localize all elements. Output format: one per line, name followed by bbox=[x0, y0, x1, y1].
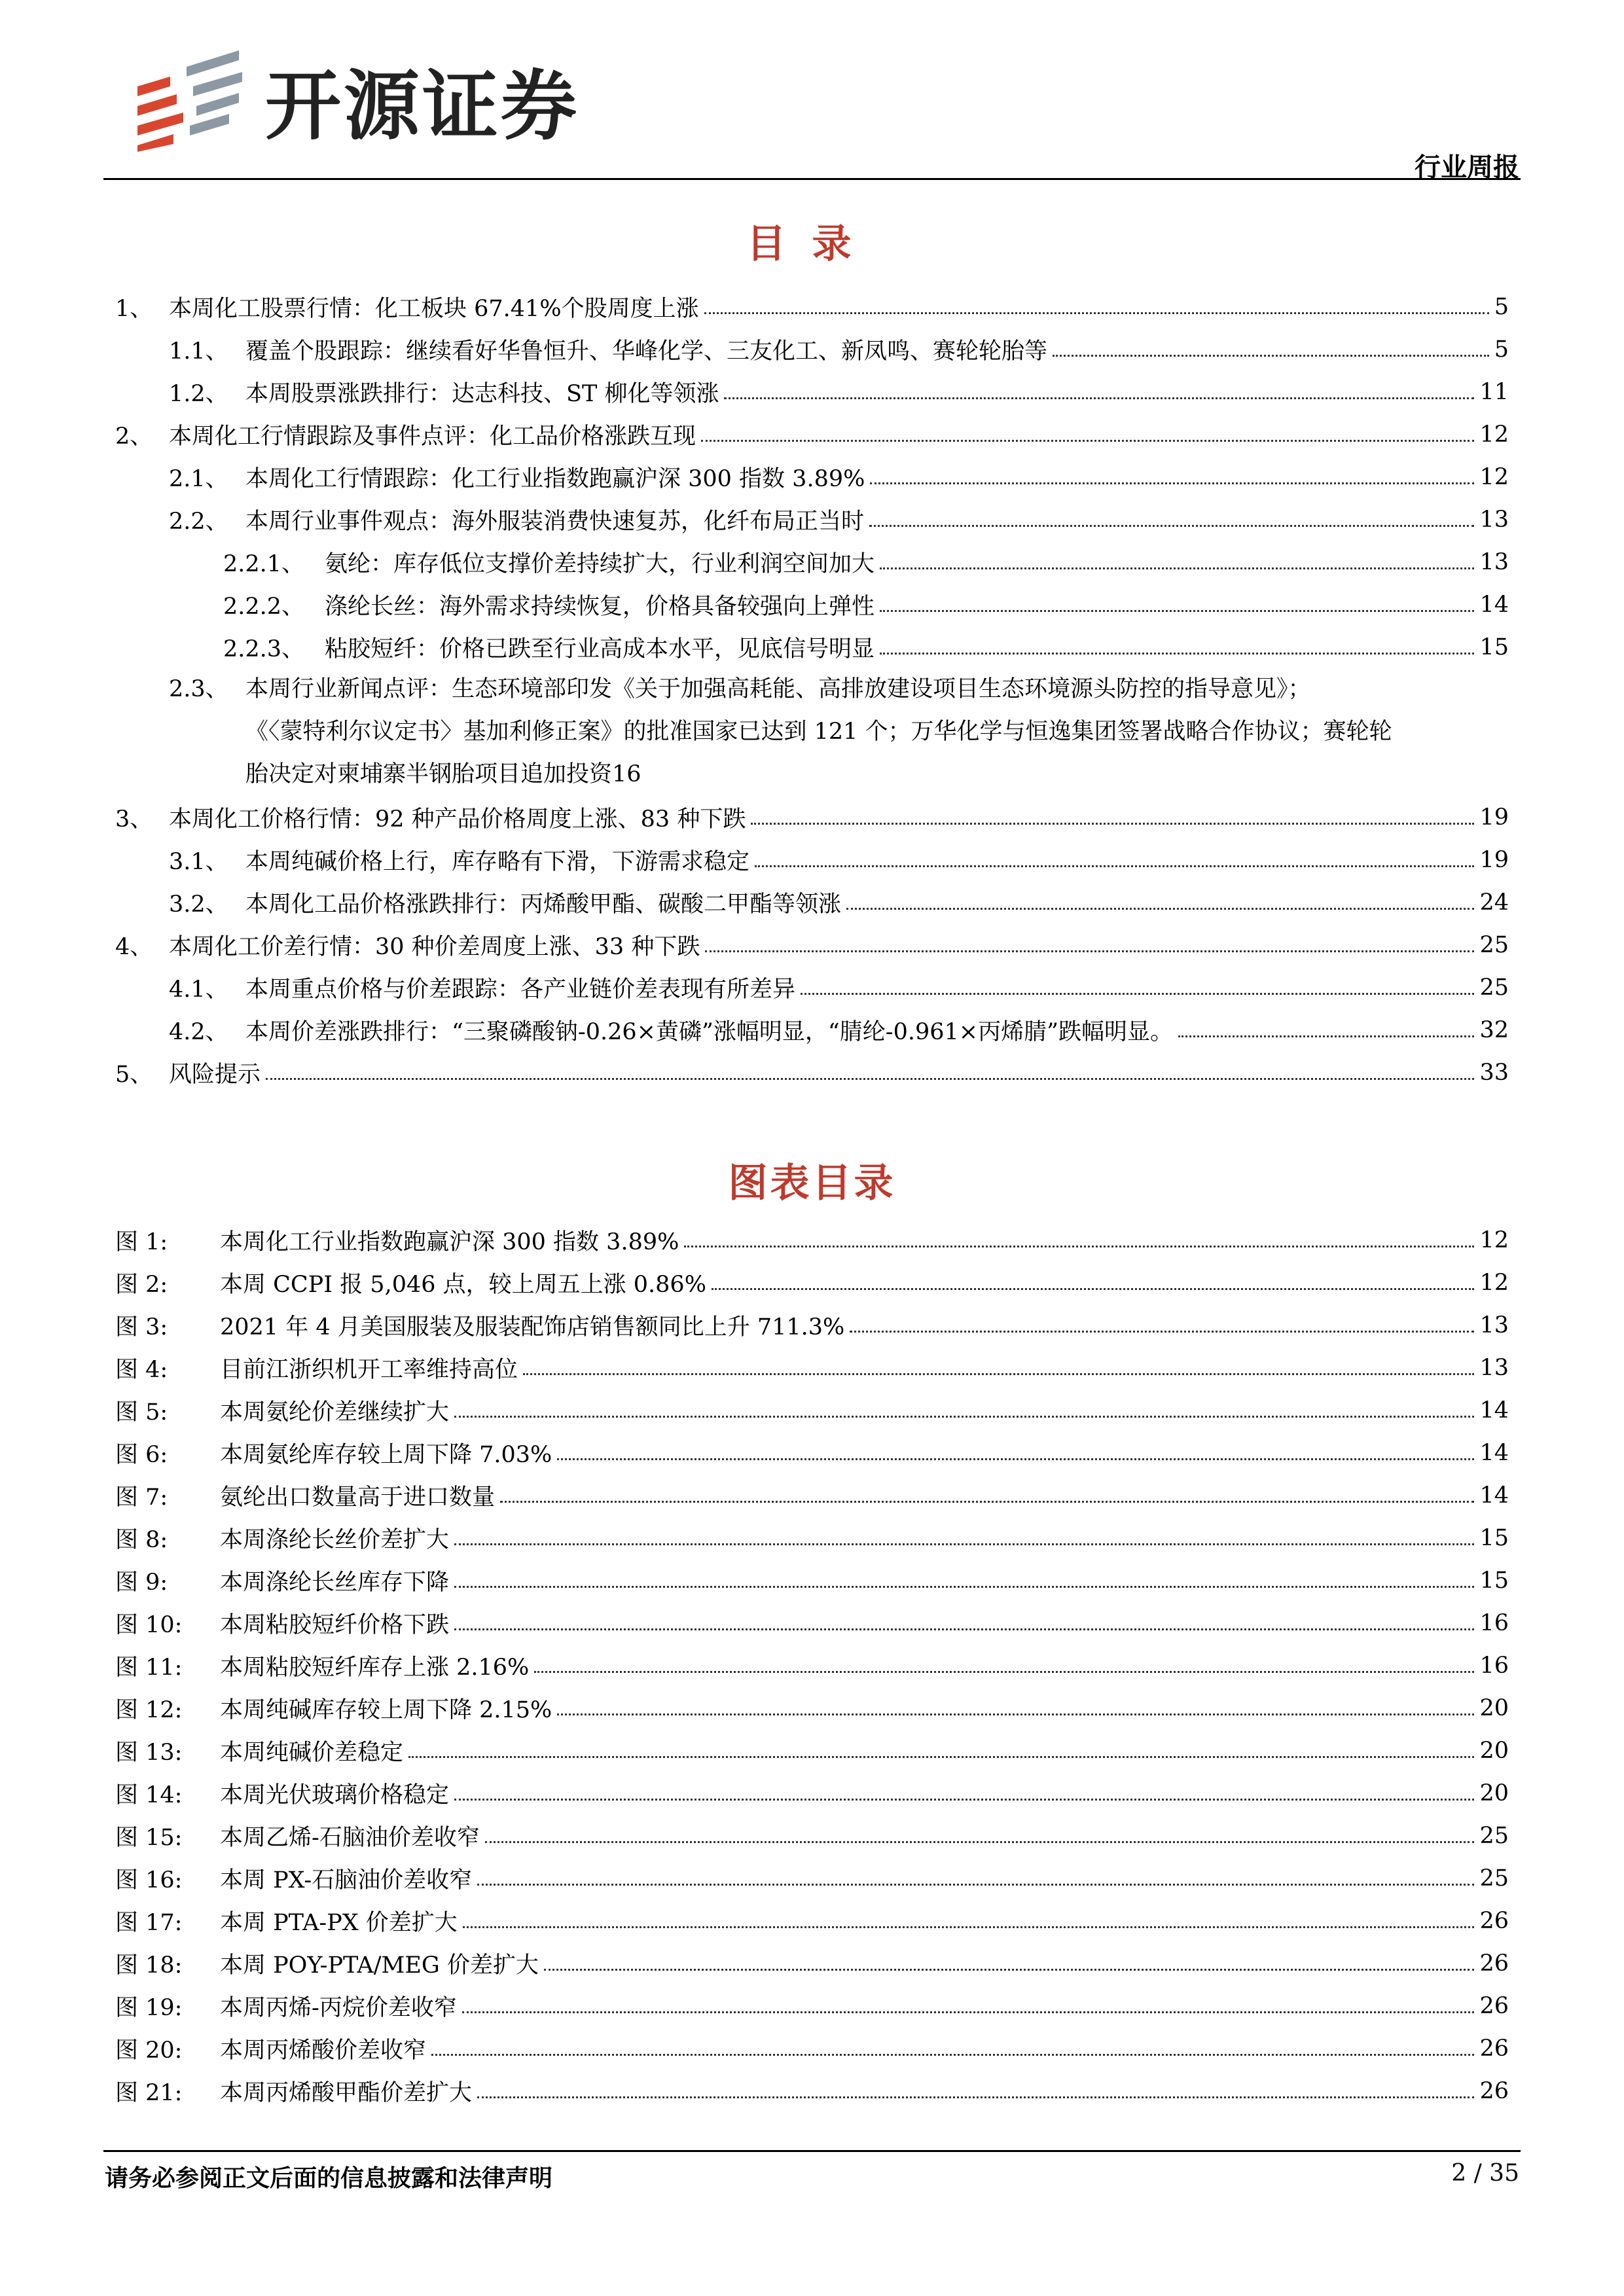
toc-entry-text: 本周价差涨跌排行：“三聚磷酸钠-0.26×黄磷”涨幅明显，“腈纶-0.961×丙烯腈”跌幅明显。 bbox=[245, 1018, 1174, 1045]
toc-entry[interactable] bbox=[115, 1009, 1509, 1051]
toc-entry-text: 本周化工价格行情：92 种产品价格周度上涨、83 种下跌 bbox=[169, 806, 746, 833]
figure-entry-page: 26 bbox=[1479, 2077, 1509, 2104]
figure-entry-number: 图 5: bbox=[115, 1399, 168, 1426]
figure-entry[interactable] bbox=[115, 1814, 1509, 1857]
toc-entry-text: 本周化工价差行情：30 种价差周度上涨、33 种下跌 bbox=[169, 933, 700, 960]
figure-entry-page: 26 bbox=[1479, 2035, 1509, 2062]
footer-disclaimer: 请务必参阅正文后面的信息披露和法律声明 bbox=[105, 2165, 553, 2192]
toc-entry-text: 本周化工行情跟踪及事件点评：化工品价格涨跌互现 bbox=[169, 423, 696, 450]
figure-entry-number: 图 1: bbox=[115, 1229, 168, 1255]
toc-entry-number: 1、 bbox=[115, 295, 153, 322]
toc-entry-text: 本周化工股票行情：化工板块 67.41%个股周度上涨 bbox=[169, 295, 699, 322]
leader-dots bbox=[485, 1841, 1475, 1843]
leader-dots bbox=[880, 653, 1474, 655]
figure-entry-page: 25 bbox=[1479, 1865, 1509, 1892]
leader-dots bbox=[462, 2011, 1475, 2013]
toc-entry-text: 本周股票涨跌排行：达志科技、ST 柳化等领涨 bbox=[245, 380, 719, 407]
toc-entry-number: 4.1、 bbox=[169, 976, 228, 1003]
figure-entry-text: 本周涤纶长丝库存下降 bbox=[220, 1569, 450, 1596]
figure-entry-text: 本周 PX-石脑油价差收窄 bbox=[220, 1867, 473, 1893]
leader-dots bbox=[463, 1926, 1475, 1928]
figure-entry-number: 图 10: bbox=[115, 1611, 183, 1638]
figure-entry-text: 本周纯碱库存较上周下降 2.15% bbox=[220, 1696, 552, 1723]
toc-entry[interactable] bbox=[115, 285, 1509, 328]
toc-entry[interactable] bbox=[115, 838, 1509, 881]
toc-entry[interactable] bbox=[115, 413, 1509, 456]
figure-list bbox=[115, 1219, 1509, 2112]
leader-dots bbox=[454, 1628, 1474, 1630]
toc-entry-page: 5 bbox=[1494, 336, 1509, 363]
figure-list-title: 图表目录 bbox=[728, 1160, 896, 1206]
leader-dots bbox=[1178, 1035, 1474, 1037]
leader-dots bbox=[751, 823, 1474, 825]
toc-entry[interactable] bbox=[115, 498, 1509, 541]
toc-entry-text: 涤纶长丝：海外需求持续恢复，价格具备较强向上弹性 bbox=[325, 593, 875, 620]
toc-entry-page: 33 bbox=[1479, 1059, 1509, 1086]
figure-entry-page: 13 bbox=[1479, 1312, 1509, 1338]
leader-dots bbox=[477, 2096, 1474, 2098]
toc-entry[interactable] bbox=[115, 456, 1509, 498]
toc-entry[interactable] bbox=[115, 328, 1509, 370]
figure-entry-page: 12 bbox=[1479, 1227, 1509, 1253]
figure-entry-number: 图 18: bbox=[115, 1952, 183, 1979]
leader-dots bbox=[454, 1543, 1474, 1545]
figure-entry-text: 本周粘胶短纤库存上涨 2.16% bbox=[220, 1654, 530, 1681]
toc-entry-text: 本周行业新闻点评：生态环境部印发《关于加强高耗能、高排放建设项目生态环境源头防控的指导意见》； bbox=[245, 676, 1311, 702]
leader-dots bbox=[266, 1078, 1474, 1080]
figure-entry-page: 20 bbox=[1479, 1695, 1509, 1721]
leader-dots bbox=[705, 950, 1474, 952]
report-type-label: 行业周报 bbox=[1415, 152, 1519, 183]
leader-dots bbox=[684, 1246, 1474, 1247]
figure-entry[interactable] bbox=[115, 1559, 1509, 1602]
leader-dots bbox=[534, 1671, 1474, 1673]
figure-entry-page: 15 bbox=[1479, 1567, 1509, 1594]
kaiyuan-logo-icon bbox=[131, 47, 245, 152]
toc-entry-page: 19 bbox=[1479, 804, 1509, 831]
figure-entry-page: 14 bbox=[1479, 1482, 1509, 1509]
figure-entry-text: 本周涤纶长丝价差扩大 bbox=[220, 1526, 450, 1553]
figure-entry[interactable] bbox=[115, 1644, 1509, 1687]
figure-entry-text: 本周纯碱价差稳定 bbox=[220, 1739, 404, 1766]
figure-entry-number: 图 8: bbox=[115, 1526, 168, 1553]
leader-dots bbox=[880, 610, 1474, 612]
page-number: 2 / 35 bbox=[1451, 2160, 1519, 2187]
toc-entry-number: 2.1、 bbox=[169, 465, 228, 492]
toc-entry-text: 粘胶短纤：价格已跌至行业高成本水平，见底信号明显 bbox=[325, 636, 875, 662]
company-logo bbox=[131, 47, 579, 152]
leader-dots bbox=[477, 1884, 1474, 1886]
leader-dots bbox=[712, 1288, 1475, 1290]
figure-entry-number: 图 3: bbox=[115, 1314, 168, 1340]
leader-dots bbox=[880, 567, 1474, 569]
figure-entry-number: 图 7: bbox=[115, 1484, 168, 1511]
leader-dots bbox=[704, 312, 1489, 314]
figure-entry[interactable] bbox=[115, 1304, 1509, 1346]
figure-entry-page: 20 bbox=[1479, 1737, 1509, 1764]
toc-entry-page: 12 bbox=[1479, 421, 1509, 448]
figure-entry-page: 25 bbox=[1479, 1822, 1509, 1849]
figure-entry-number: 图 20: bbox=[115, 2037, 183, 2064]
figure-entry-text: 本周光伏玻璃价格稳定 bbox=[220, 1782, 450, 1808]
toc-entry-text: 氨纶：库存低位支撑价差持续扩大，行业利润空间加大 bbox=[325, 550, 875, 577]
figure-entry-number: 图 12: bbox=[115, 1696, 183, 1723]
figure-entry[interactable] bbox=[115, 1602, 1509, 1644]
toc-entry[interactable] bbox=[115, 924, 1509, 966]
toc-entry[interactable] bbox=[115, 541, 1509, 583]
leader-dots bbox=[801, 993, 1474, 995]
toc-entry-page: 24 bbox=[1479, 889, 1509, 916]
leader-dots bbox=[846, 908, 1474, 910]
leader-dots bbox=[454, 1586, 1474, 1588]
figure-entry[interactable] bbox=[115, 1772, 1509, 1814]
figure-entry[interactable] bbox=[115, 1389, 1509, 1431]
toc-entry-text: 风险提示 bbox=[169, 1061, 261, 1088]
toc-entry-number: 3、 bbox=[115, 806, 153, 833]
figure-entry-text: 本周氨纶库存较上周下降 7.03% bbox=[220, 1441, 552, 1468]
figure-entry-text: 本周丙烯-丙烷价差收窄 bbox=[220, 1994, 457, 2021]
toc-entry-number: 2.3、 bbox=[169, 676, 228, 702]
toc-entry-page: 13 bbox=[1479, 548, 1509, 575]
figure-entry-number: 图 13: bbox=[115, 1739, 183, 1766]
toc-entry-number: 2.2.2、 bbox=[223, 593, 305, 620]
figure-entry[interactable] bbox=[115, 1899, 1509, 1942]
toc-entry-text: 本周纯碱价格上行，库存略有下滑，下游需求稳定 bbox=[245, 848, 750, 875]
figure-entry[interactable] bbox=[115, 2027, 1509, 2070]
toc-entry-number: 1.1、 bbox=[169, 338, 228, 365]
toc-entry-number: 3.2、 bbox=[169, 891, 228, 918]
header-divider bbox=[103, 178, 1521, 180]
toc-entry-page: 16 bbox=[612, 761, 641, 787]
leader-dots bbox=[869, 525, 1474, 527]
leader-dots bbox=[431, 2054, 1474, 2056]
toc-entry[interactable] bbox=[115, 668, 1509, 796]
leader-dots bbox=[523, 1373, 1474, 1375]
figure-entry[interactable] bbox=[115, 2070, 1509, 2112]
figure-entry-page: 26 bbox=[1479, 1907, 1509, 1934]
figure-entry-text: 本周化工行业指数跑赢沪深 300 指数 3.89% bbox=[220, 1229, 679, 1255]
leader-dots bbox=[870, 482, 1474, 484]
figure-entry[interactable] bbox=[115, 1729, 1509, 1772]
figure-entry[interactable] bbox=[115, 1219, 1509, 1261]
figure-entry-text: 目前江浙织机开工率维持高位 bbox=[220, 1356, 518, 1383]
figure-entry-page: 12 bbox=[1479, 1269, 1509, 1296]
figure-entry-number: 图 6: bbox=[115, 1441, 168, 1468]
figure-entry-number: 图 2: bbox=[115, 1271, 168, 1298]
figure-entry-number: 图 17: bbox=[115, 1909, 183, 1936]
figure-entry-number: 图 21: bbox=[115, 2079, 183, 2106]
figure-entry-number: 图 14: bbox=[115, 1782, 183, 1808]
figure-entry-page: 15 bbox=[1479, 1524, 1509, 1551]
toc-entry[interactable] bbox=[115, 583, 1509, 626]
leader-dots bbox=[408, 1756, 1474, 1758]
figure-entry-page: 20 bbox=[1479, 1780, 1509, 1806]
toc-entry-page: 12 bbox=[1479, 463, 1509, 490]
figure-entry-text: 本周乙烯-石脑油价差收窄 bbox=[220, 1824, 480, 1851]
toc-entry[interactable] bbox=[115, 626, 1509, 668]
toc-entry-page: 11 bbox=[1479, 378, 1509, 405]
figure-entry-text: 本周 CCPI 报 5,046 点，较上周五上涨 0.86% bbox=[220, 1271, 706, 1298]
toc-entry-text: 本周重点价格与价差跟踪：各产业链价差表现有所差异 bbox=[245, 976, 796, 1003]
figure-entry[interactable] bbox=[115, 1516, 1509, 1559]
figure-entry-number: 图 15: bbox=[115, 1824, 183, 1851]
toc-entry-page: 14 bbox=[1479, 591, 1509, 618]
toc-entry[interactable] bbox=[115, 881, 1509, 924]
toc-entry[interactable] bbox=[115, 370, 1509, 413]
toc-entry[interactable] bbox=[115, 796, 1509, 838]
figure-entry-number: 图 11: bbox=[115, 1654, 183, 1681]
figure-entry-text: 本周粘胶短纤价格下跌 bbox=[220, 1611, 450, 1638]
figure-entry-page: 16 bbox=[1479, 1609, 1509, 1636]
leader-dots bbox=[557, 1713, 1474, 1715]
toc-entry-number: 4.2、 bbox=[169, 1018, 228, 1045]
toc-entry-page: 32 bbox=[1479, 1016, 1509, 1043]
figure-entry-text: 氨纶出口数量高于进口数量 bbox=[220, 1484, 496, 1511]
toc-entry-text: 《〈蒙特利尔议定书〉基加利修正案》的批准国家已达到 121 个；万华化学与恒逸集团签署战略合作协议；赛轮轮 bbox=[245, 719, 1392, 745]
figure-entry[interactable] bbox=[115, 1431, 1509, 1474]
figure-entry-text: 本周 POY-PTA/MEG 价差扩大 bbox=[220, 1952, 539, 1979]
figure-entry[interactable] bbox=[115, 1857, 1509, 1899]
figure-entry-text: 2021 年 4 月美国服装及服装配饰店销售额同比上升 711.3% bbox=[220, 1314, 845, 1340]
toc-entry-number: 2.2、 bbox=[169, 508, 228, 535]
footer-divider bbox=[103, 2150, 1521, 2152]
figure-entry[interactable] bbox=[115, 1474, 1509, 1516]
toc-entry-page: 25 bbox=[1479, 974, 1509, 1001]
figure-entry-text: 本周丙烯酸甲酯价差扩大 bbox=[220, 2079, 473, 2106]
toc-entry-text: 覆盖个股跟踪：继续看好华鲁恒升、华峰化学、三友化工、新凤鸣、赛轮轮胎等 bbox=[245, 338, 1048, 365]
toc-entry-page: 5 bbox=[1494, 293, 1509, 320]
toc-entry-page: 15 bbox=[1479, 634, 1509, 660]
toc-entry-number: 2.2.1、 bbox=[223, 550, 305, 577]
figure-entry-page: 16 bbox=[1479, 1652, 1509, 1679]
table-of-contents bbox=[115, 285, 1509, 1094]
figure-entry[interactable] bbox=[115, 1687, 1509, 1729]
leader-dots bbox=[500, 1501, 1474, 1503]
toc-entry-text: 胎决定对柬埔寨半钢胎项目追加投资 bbox=[245, 761, 613, 787]
leader-dots bbox=[724, 397, 1474, 399]
figure-entry-page: 26 bbox=[1479, 1992, 1509, 2019]
leader-dots bbox=[454, 1799, 1474, 1801]
figure-entry-page: 14 bbox=[1479, 1397, 1509, 1424]
leader-dots bbox=[755, 865, 1474, 867]
figure-entry[interactable] bbox=[115, 1346, 1509, 1389]
leader-dots bbox=[850, 1331, 1474, 1333]
toc-entry-page: 25 bbox=[1479, 931, 1509, 958]
toc-entry-number: 3.1、 bbox=[169, 848, 228, 875]
figure-entry-number: 图 4: bbox=[115, 1356, 168, 1383]
figure-entry-number: 图 16: bbox=[115, 1867, 183, 1893]
leader-dots bbox=[544, 1969, 1474, 1971]
figure-entry-text: 本周 PTA-PX 价差扩大 bbox=[220, 1909, 458, 1936]
toc-entry-page: 13 bbox=[1479, 506, 1509, 533]
toc-entry-text: 本周化工品价格涨跌排行：丙烯酸甲酯、碳酸二甲酯等领涨 bbox=[245, 891, 842, 918]
toc-title: 目录 bbox=[746, 221, 878, 267]
figure-entry-number: 图 19: bbox=[115, 1994, 183, 2021]
toc-entry[interactable] bbox=[115, 1051, 1509, 1094]
leader-dots bbox=[701, 440, 1474, 442]
toc-entry-number: 2.2.3、 bbox=[223, 636, 305, 662]
toc-entry-page: 19 bbox=[1479, 846, 1509, 873]
toc-entry-number: 4、 bbox=[115, 933, 153, 960]
figure-entry-page: 13 bbox=[1479, 1354, 1509, 1381]
leader-dots bbox=[454, 1416, 1474, 1418]
toc-entry-number: 1.2、 bbox=[169, 380, 228, 407]
brand-name: 开源证券 bbox=[265, 62, 579, 151]
leader-dots bbox=[1053, 355, 1489, 357]
figure-entry[interactable] bbox=[115, 1261, 1509, 1304]
figure-entry-text: 本周氨纶价差继续扩大 bbox=[220, 1399, 450, 1426]
toc-entry-number: 2、 bbox=[115, 423, 153, 450]
figure-entry-page: 26 bbox=[1479, 1950, 1509, 1977]
toc-entry-text: 本周行业事件观点：海外服装消费快速复苏，化纤布局正当时 bbox=[245, 508, 865, 535]
toc-entry[interactable] bbox=[115, 966, 1509, 1009]
figure-entry-text: 本周丙烯酸价差收窄 bbox=[220, 2037, 427, 2064]
toc-entry-text: 本周化工行情跟踪：化工行业指数跑赢沪深 300 指数 3.89% bbox=[245, 465, 865, 492]
figure-entry-page: 14 bbox=[1479, 1439, 1509, 1466]
figure-entry-number: 图 9: bbox=[115, 1569, 168, 1596]
toc-entry-number: 5、 bbox=[115, 1061, 153, 1088]
leader-dots bbox=[557, 1458, 1474, 1460]
figure-entry[interactable] bbox=[115, 1984, 1509, 2027]
figure-entry[interactable] bbox=[115, 1942, 1509, 1984]
